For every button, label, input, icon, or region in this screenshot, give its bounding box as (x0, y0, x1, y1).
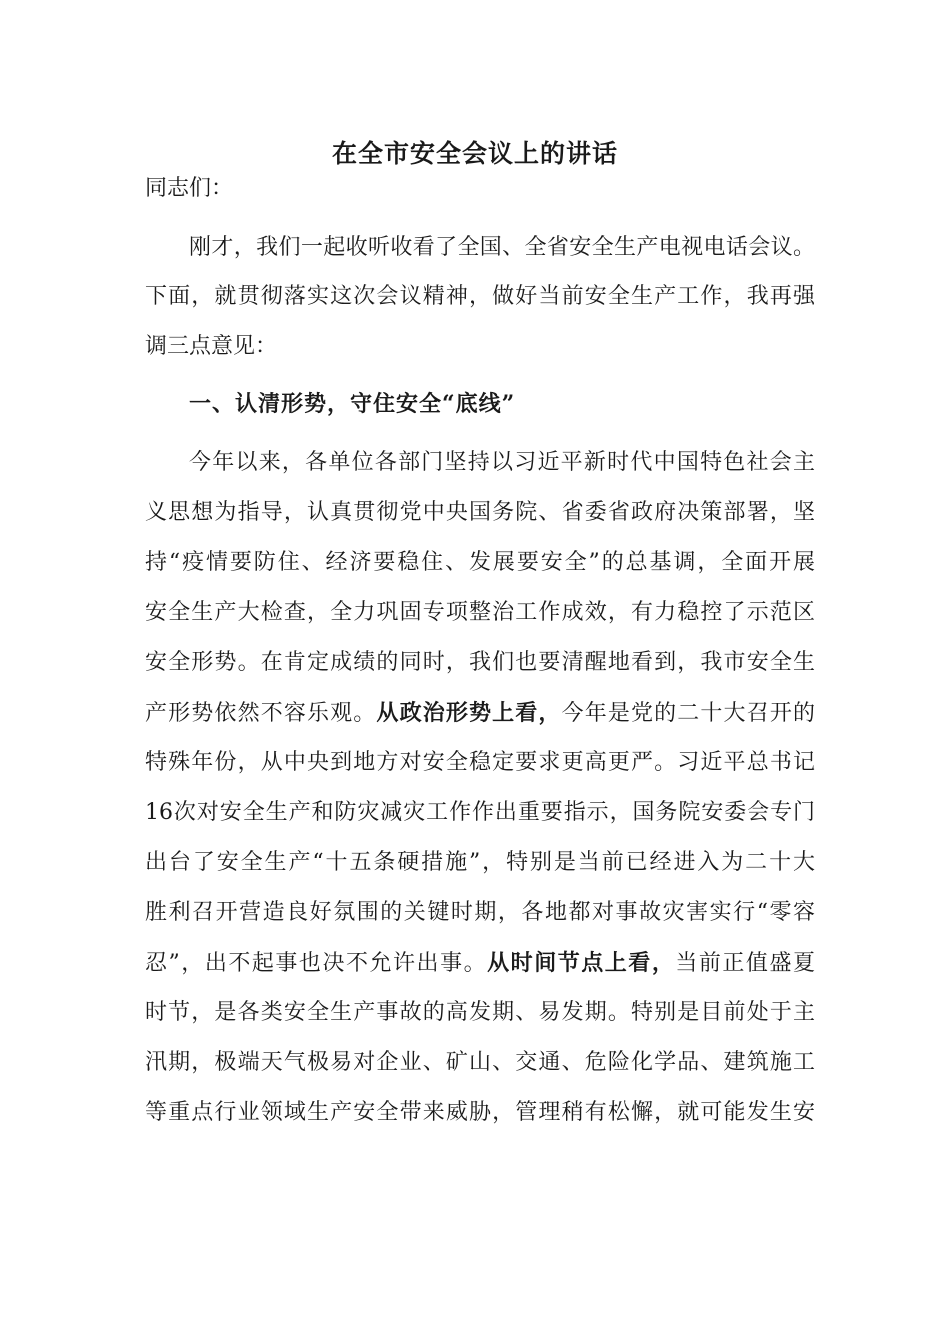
time-post: 当前正值盛夏 (675, 951, 815, 976)
body-line: 16次对安全生产和防灾减灾工作作出重要指示，国务院安委会专门 (145, 800, 815, 825)
intro-line-1: 刚才，我们一起收听收看了全国、全省安全生产电视电话会议。 (189, 235, 815, 260)
salutation: 同志们： (145, 176, 234, 201)
intro-line-2: 下面，就贯彻落实这次会议精神，做好当前安全生产工作，我再强 (145, 284, 815, 309)
body-line: 胜利召开营造良好氛围的关键时期，各地都对事故灾害实行“零容 (145, 900, 815, 925)
section-heading-1: 一、认清形势，守住安全“底线” (189, 391, 516, 417)
body-line: 汛期，极端天气极易对企业、矿山、交通、危险化学品、建筑施工 (145, 1050, 815, 1075)
document-title: 在全市安全会议上的讲话 (331, 139, 618, 168)
body-line: 等重点行业领域生产安全带来威胁，管理稍有松懈，就可能发生安 (145, 1100, 815, 1125)
political-pre: 产形势依然不容乐观。 (145, 701, 377, 726)
body-line: 时节，是各类安全生产事故的高发期、易发期。特别是目前处于主 (145, 1000, 815, 1025)
intro-line-3: 调三点意见： (145, 334, 278, 359)
body-line-political (145, 695, 815, 732)
body-line: 特殊年份，从中央到地方对安全稳定要求更高更严。习近平总书记 (145, 750, 815, 775)
body-line: 义思想为指导，认真贯彻党中央国务院、省委省政府决策部署，坚 (145, 500, 815, 525)
time-pre: 忍”，出不起事也决不允许出事。 (145, 951, 488, 976)
political-post: 今年是党的二十大召开的 (561, 701, 815, 726)
time-emphasis: 从时间节点上看， (487, 950, 676, 976)
body-line: 持“疫情要防住、经济要稳住、发展要安全”的总基调，全面开展 (145, 550, 815, 575)
body-line-time (145, 945, 815, 982)
body-line: 安全形势。在肯定成绩的同时，我们也要清醒地看到，我市安全生 (145, 650, 815, 675)
body-line: 今年以来，各单位各部门坚持以习近平新时代中国特色社会主 (189, 450, 815, 475)
political-emphasis: 从政治形势上看， (376, 700, 562, 726)
body-line: 出台了安全生产“十五条硬措施”，特别是当前已经进入为二十大 (145, 850, 815, 875)
body-line: 安全生产大检查，全力巩固专项整治工作成效，有力稳控了示范区 (145, 600, 815, 625)
